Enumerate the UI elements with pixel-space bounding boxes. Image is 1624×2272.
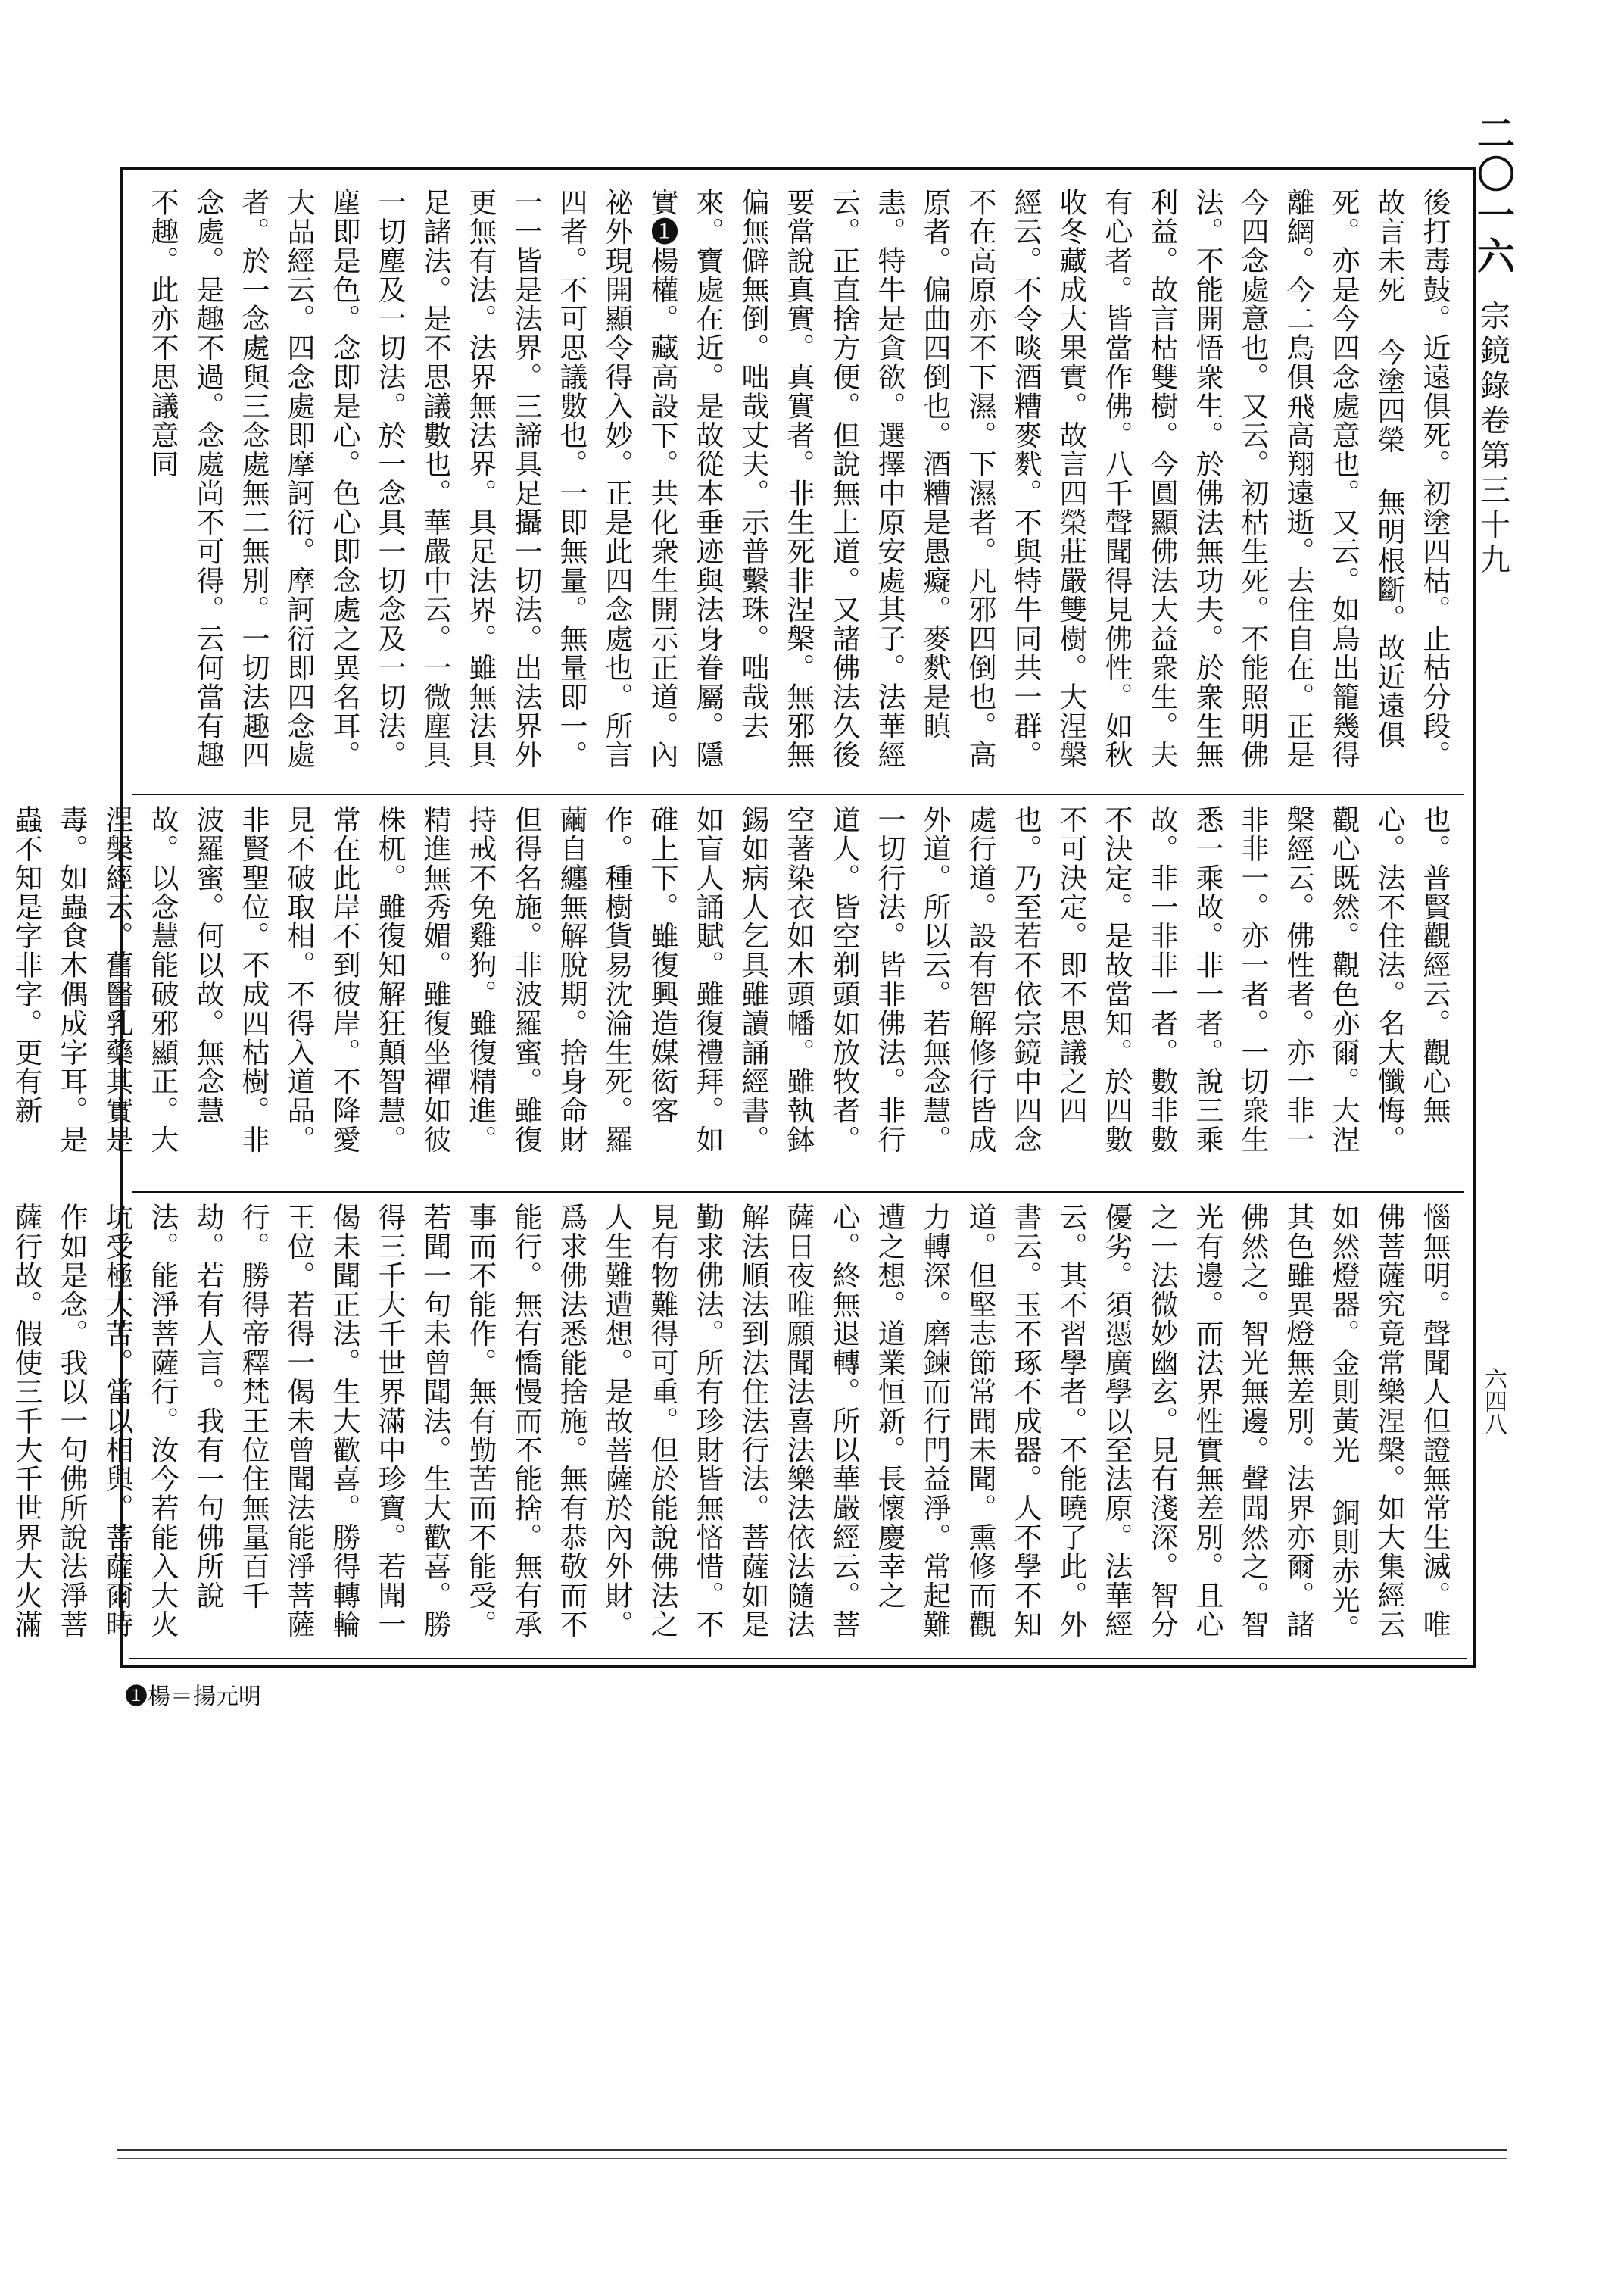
side-page-number: 六四八: [1480, 1367, 1507, 1435]
register-divider: [132, 794, 1464, 795]
register-text: 也。普賢觀經云。觀心無心。法不住法。名大懺悔。觀心既然。觀色亦爾。大涅槃經云。佛性者。亦一非一非非一。亦一者。一切衆生悉一乘故。非一者。說三乘故。非一非非一者。數非數不決定。是故當知。於四數不可決定。即不思議之四也。乃至若不依宗鏡中四念處行道。設有智解修行皆成外道。所以云。若無念慧。一切行法。皆非佛法。非行道人。皆空剃頭如放牧者。空著染衣如木頭幡。雖執鉢錫如病人乞具雖讀誦經書。如盲人誦賦。雖復禮拜。如碓上下。雖復興造媒衒客作。種樹貨易沈淪生死。羅繭自纏無解脫期。捨身命財但得名施。非波羅蜜。雖復持戒不免雞狗。雖復精進。精進無秀媚。雖復坐禪如彼株杌。雖復知解狂顛智慧。常在此岸不到彼岸。不降愛見不破取相。不得入道品。非賢聖位。不成四枯樹。非波羅蜜。何以故。無念慧故。以念慧能破邪顯正。大涅槃經云。舊醫乳藥其實是毒。如蟲食木偶成字耳。是蟲不知是字非字。更有新: [10, 805, 1451, 1154]
footnote: ❶楊＝揚元明: [125, 1684, 261, 1710]
page-number: 二〇一六: [1471, 114, 1516, 277]
text-frame: [10, 167, 1476, 1668]
text-register-middle: [10, 802, 1464, 1184]
bottom-rule: [117, 2158, 1507, 2159]
register-text: 後打毒鼓。近遠俱死。初塗四枯。止枯分段。故言未死 今塗四榮 無明根斷。故近遠俱死。亦是今四念處意也。又云。如鳥出籠幾得離網。今二鳥俱飛高翔遠逝。去住自在。正是今四念處意也。又云。初枯生死。不能照明佛法。不能開悟衆生。於佛法無功夫。於衆生無利益。故言枯雙樹。今圓顯佛法大益衆生。夫有心者。皆當作佛。八千聲聞得見佛性。如秋收冬藏成大果實。故言四榮莊嚴雙樹。大涅槃經云。不令啖酒糟麥䴬。不與特牛同共一群。不在高原亦不下濕。下濕者。凡邪四倒也。高原者。偏曲四倒也。酒糟是愚癡。麥䴬是瞋恚。特牛是貪欲。選擇中原安處其子。法華經云。正直捨方便。但說無上道。又諸佛法久後要當說真實。真實者。非生死非涅槃。無邪無偏無僻無倒。咄哉丈夫。示普繫珠。咄哉去來。寶處在近。是故從本垂迹與法身眷屬。隱實❶楊權。藏高設下。共化衆生開示正道。內祕外現開顯令得入妙。正是此四念處也。所言四者。不可思議數也。一即無量。無量即一。一一皆是法界。三諦具足攝一切法。出法界外更無有法。法界無法界。具足法界。雖無法具足諸法。是不思議數也。華嚴中云。一微塵具一切塵及一切法。於一念具一切念及一切法。塵即是色。念即是心。色心即念處之異名耳。大品經云。四念處即摩訶衍。摩訶衍即四念處者。於一念處與三念處無二無別。一切法趣四念處。是趣不過。念處尚不可得。云何當有趣不趣。此亦不思議意同: [146, 188, 1451, 769]
bottom-rule: [117, 2149, 1507, 2151]
text-register-bottom: [10, 1200, 1464, 1654]
register-text: 惱無明。聲聞人但證無常生滅。唯佛菩薩究竟常樂涅槃。如大集經云 如然燈器。金則黃光 銅則赤光。其色雖異燈無差別。法界亦爾。諸佛然之。智光無邊。聲聞然之。智光有邊。而法界性實無差別。且心之一法微妙幽玄。見有淺深。智分優劣。須憑廣學以至法原。法華經云。其不習學者。不能曉了此。外書云。玉不琢不成器。人不學不知道。但堅志節常聞未聞。熏修而觀力轉深。磨鍊而行門益淨。常起難遭之想。道業恒新。長懷慶幸之心。終無退轉。所以華嚴經云。菩薩日夜唯願聞法喜法樂法依法隨法解法順法到法住法行法。菩薩如是勤求佛法。所有珍財皆無悋惜。不見有物難得可重。但於能說佛法之人生難遭想。是故菩薩於內外財。爲求佛法悉能捨施。無有恭敬而不能行。無有憍慢而不能捨。無有承事而不能作。無有勤苦而不能受。若聞一句未曾聞法。生大歡喜。勝得三千大千世界滿中珍寶。若聞一偈未聞正法。生大歡喜。勝得轉輪王位。若得一偈未曾聞法能淨菩薩行。勝得帝釋梵王位住無量百千劫。若有人言。我有一句佛所說法。能淨菩薩行。汝今若能入大火坑受極大苦。當以相與。菩薩爾時作如是念。我以一句佛所說法淨菩薩行故。假使三千大千世界大火滿: [10, 1203, 1451, 1643]
register-divider: [132, 1191, 1464, 1193]
text-register-top: [132, 185, 1464, 787]
running-title: 宗鏡錄卷第三十九: [1475, 300, 1510, 579]
